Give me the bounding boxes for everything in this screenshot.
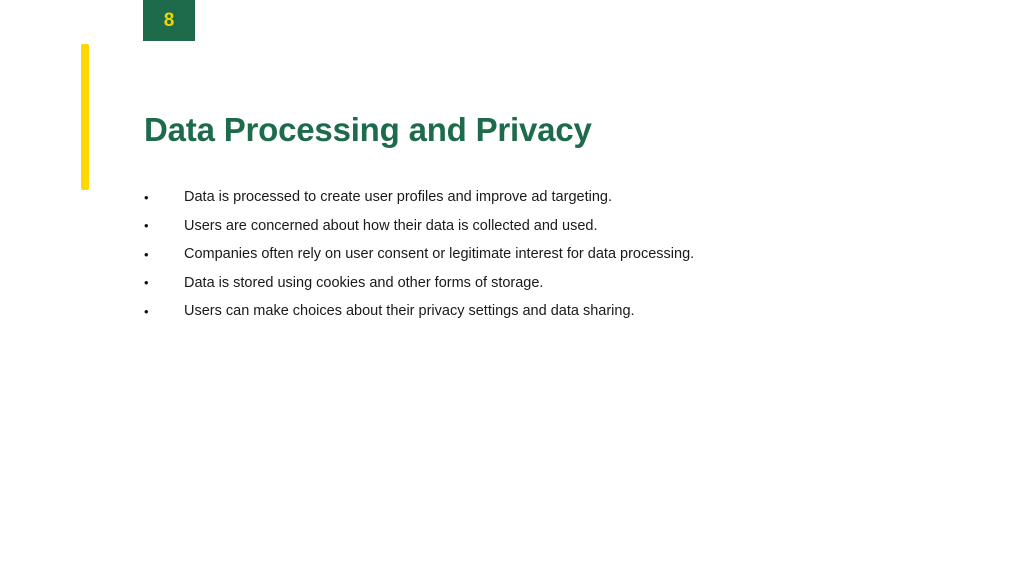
bullet-text: Users can make choices about their privacy settings and data sharing. bbox=[184, 303, 635, 320]
bullet-dot-icon: • bbox=[144, 218, 149, 234]
slide-title: Data Processing and Privacy bbox=[144, 111, 592, 148]
bullet-dot-icon: • bbox=[144, 246, 149, 262]
bullet-text: Data is stored using cookies and other forms of storage. bbox=[184, 274, 544, 291]
bullet-item bbox=[144, 269, 694, 298]
bullet-list bbox=[144, 183, 694, 326]
bullet-dot-icon: • bbox=[144, 275, 149, 291]
bullet-item bbox=[144, 240, 694, 269]
bullet-item bbox=[144, 212, 694, 241]
bullet-dot-icon: • bbox=[144, 303, 149, 319]
bullet-item bbox=[144, 183, 694, 212]
bullet-text: Companies often rely on user consent or legitimate interest for data processing. bbox=[184, 246, 695, 263]
bullet-text: Data is processed to create user profiles and improve ad targeting. bbox=[184, 189, 612, 206]
bullet-dot-icon: • bbox=[144, 189, 149, 205]
slide-number-text: 8 bbox=[163, 9, 175, 31]
bullet-item bbox=[144, 297, 694, 326]
slide-number-badge bbox=[143, 0, 195, 41]
accent-bar bbox=[81, 44, 89, 190]
bullet-text: Users are concerned about how their data is collected and used. bbox=[184, 217, 598, 234]
